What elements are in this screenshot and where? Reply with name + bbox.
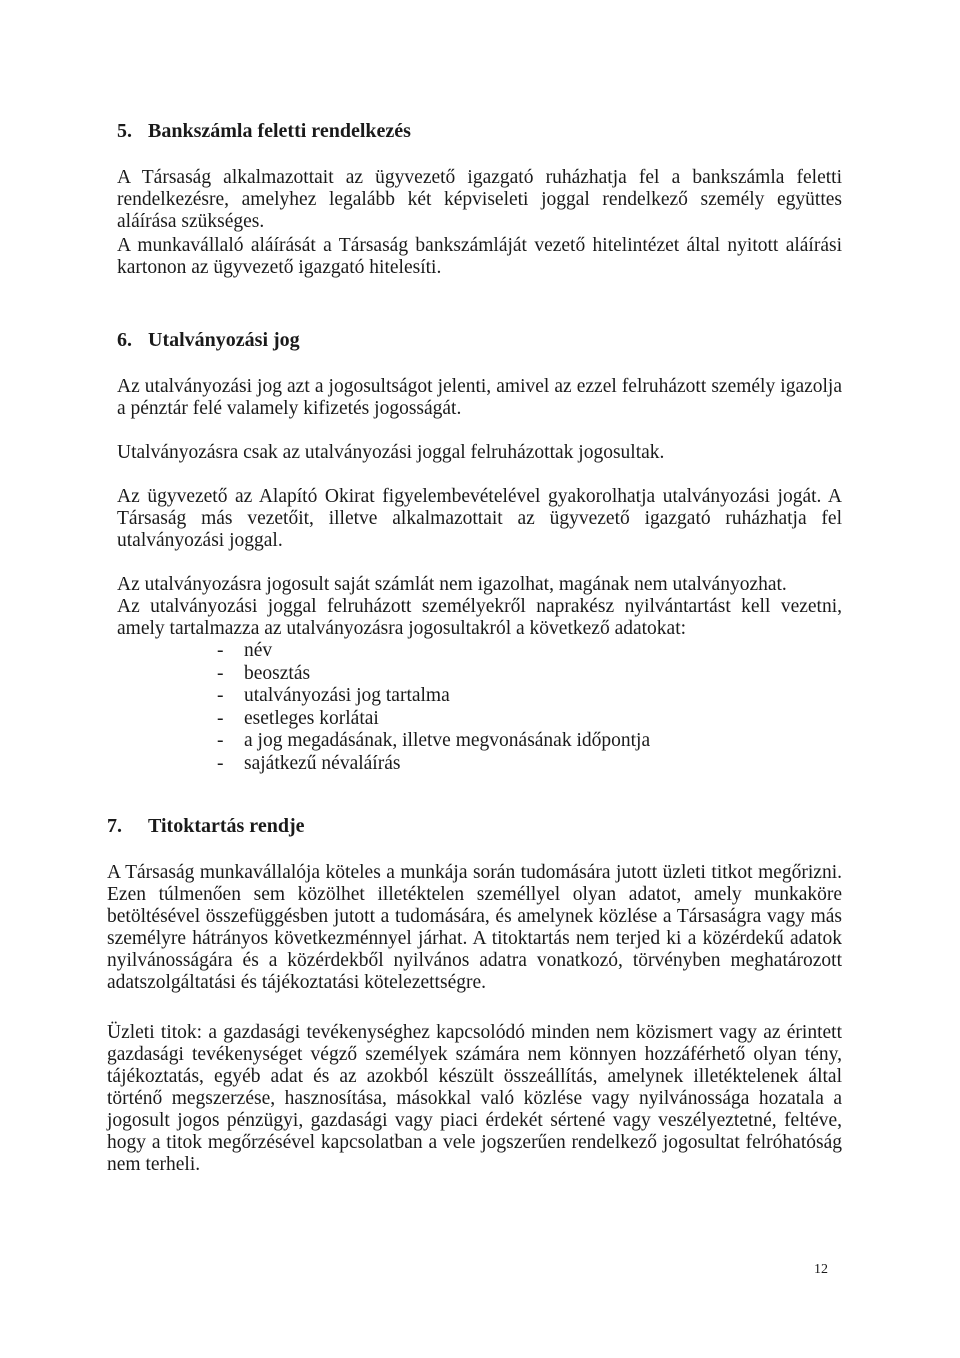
page-content — [107, 120, 842, 1206]
paragraph: A munkavállaló aláírását a Társaság bankszámláját vezető hitelintézet által nyitott aláírási kartonon az ügyvezető igazgató hitelesíti. — [117, 235, 842, 278]
paragraph: Az utalványozásra jogosult saját számlát nem igazolhat, magának nem utalványozhat. — [117, 574, 787, 595]
paragraph: A Társaság alkalmazottait az ügyvezető igazgató ruházhatja fel a bankszámla feletti rendelkezésre, amelyhez legalább két képviseleti joggal rendelkező személy együttes aláírása szükséges. — [117, 167, 842, 232]
section-7 — [107, 815, 842, 1176]
section-number: 6. — [117, 329, 132, 351]
section-number: 7. — [107, 815, 122, 837]
list-item: - név — [217, 640, 273, 661]
paragraph: Az ügyvezető az Alapító Okirat figyelembevételével gyakorolhatja utalványozási jogát. A Társaság más vezetőit, illetve alkalmazottait az ügyvezető igazgató ruházhatja fel utalványozási joggal. — [117, 486, 842, 551]
list-item: - sajátkezű névaláírás — [217, 752, 401, 774]
paragraph: Az utalványozási jog azt a jogosultságot jelenti, amivel az ezzel felruházott személy igazolja a pénztár felé valamely kifizetés jogosságát. — [117, 376, 842, 419]
list-item: - a jog megadásának, illetve megvonásának időpontja — [217, 730, 651, 751]
section-heading — [117, 120, 842, 143]
list-item: - beosztás — [217, 662, 311, 684]
list-item: - esetleges korlátai — [217, 707, 379, 729]
page-number: 12 — [814, 1262, 828, 1277]
section-title: Bankszámla feletti rendelkezés — [148, 120, 411, 142]
data-list — [117, 640, 842, 775]
section-number: 5. — [117, 120, 132, 142]
section-title: Utalványozási jog — [148, 329, 300, 351]
paragraph: Az utalványozási joggal felruházott személyekről naprakész nyilvántartást kell vezetni, amely tartalmazza az utalványozásra jogosultakról a következő adatokat: — [117, 596, 842, 639]
section-heading — [107, 815, 842, 838]
paragraph: Üzleti titok: a gazdasági tevékenységhez kapcsolódó minden nem közismert vagy az érintett gazdasági tevékenységet végző személyek számára nem könnyen hozzáférhető olyan tény, tájékoztatás, egyéb adat és az azokból készült összeállítás, amelynek illetéktelenek által történő megszerzése, hasznosítása, másokkal való közlése vagy nyilvánossága hozatala a jogosult jogos pénzügyi, gazdasági vagy piaci érdekét sértené vagy veszélyeztetné, feltéve, hogy a titok megőrzésével kapcsolatban a vele jogszerűen rendelkező jogosultat felróhatóság nem terheli. — [107, 1022, 842, 1175]
section-6 — [117, 329, 842, 775]
paragraph: A Társaság munkavállalója köteles a munkája során tudomására jutott üzleti titkot megőrizni. Ezen túlmenően sem közölhet illetéktelen személlyel olyan adatot, amely munkaköre betöltésével összefüggésben jutott a tudomására, és amelynek közlése a Társaságra vagy más személyre hátrányos következménnyel járhat. A titoktartás nem terjed ki a közérdekű adatok nyilvánosságára és a közérdekből nyilvános adatra vonatkozó, törvényben meghatározott adatszolgáltatási és tájékoztatási kötelezettségre. — [107, 862, 842, 993]
section-title: Titoktartás rendje — [148, 815, 305, 837]
paragraph: Utalványozásra csak az utalványozási joggal felruházottak jogosultak. — [117, 442, 665, 463]
section-5 — [117, 120, 842, 279]
section-heading — [117, 329, 842, 352]
list-item: - utalványozási jog tartalma — [217, 685, 450, 706]
